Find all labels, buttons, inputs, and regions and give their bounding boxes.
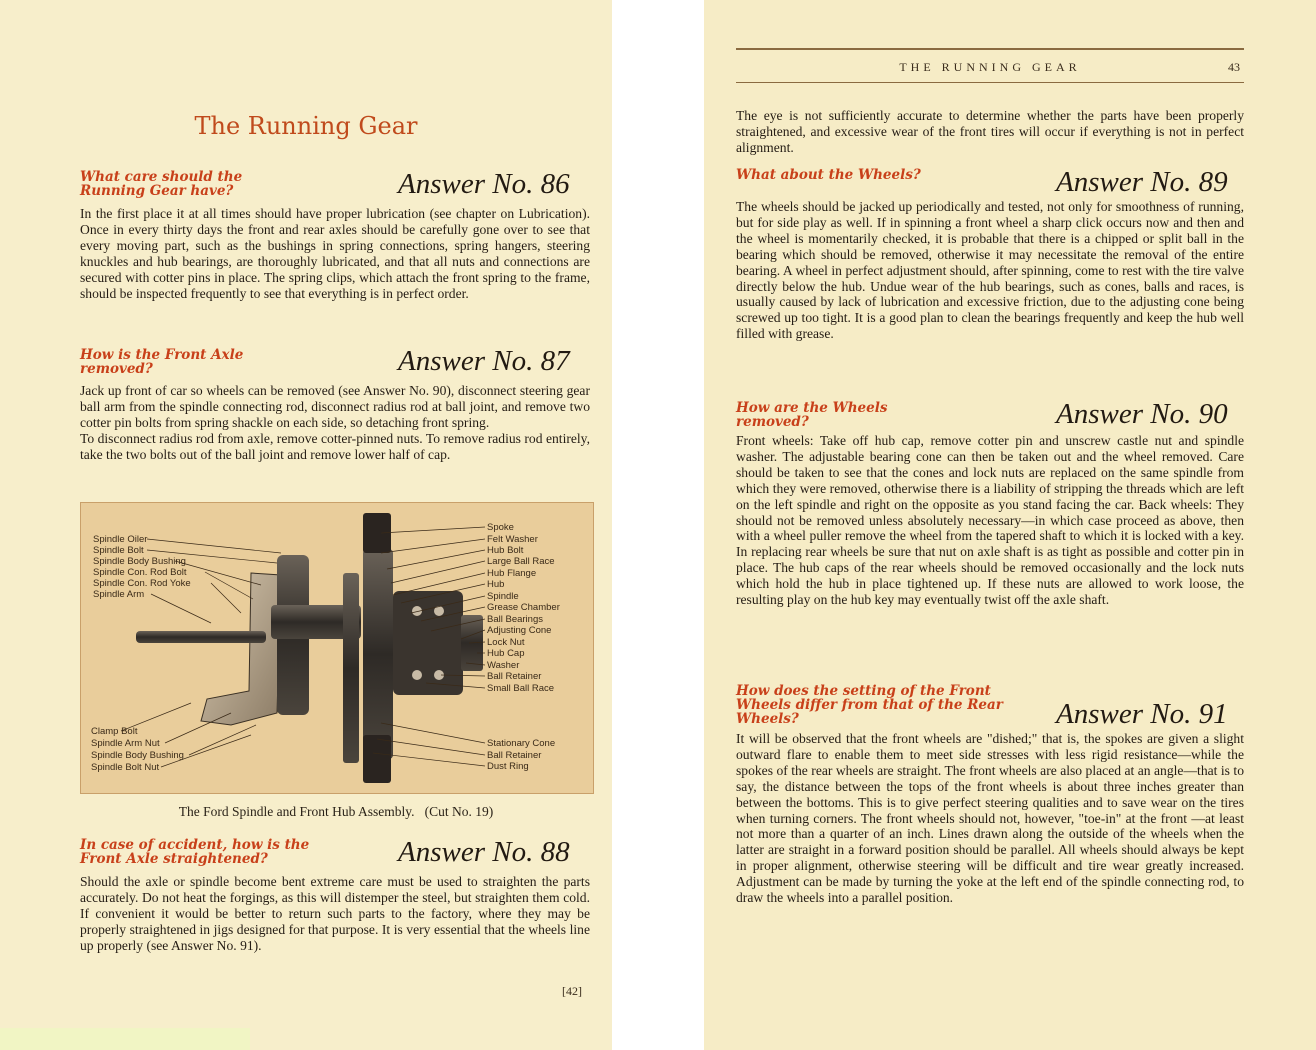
label-spindle: Spindle <box>487 591 519 602</box>
header-rule-top <box>736 48 1244 50</box>
label-large-ball-race: Large Ball Race <box>487 556 555 567</box>
label-dust-ring: Dust Ring <box>487 761 529 772</box>
answer-87-text <box>80 383 590 463</box>
question-88: In case of accident, how is the Front Axle straightened? <box>80 837 310 867</box>
spindle-hub-figure <box>80 502 594 794</box>
answer-89-text: The wheels should be jacked up periodically and tested, not only for smoothness of running, but for side play as well. If in spinning a front wheel a sharp click occurs now and then and the wheel is momentarily checked, it is probable that there is a chipped or split ball in the bearing which should be removed, otherwise it may necessitate the removal of the entire bearing. A wheel in perfect adjustment should, after spinning, come to rest with the tire valve directly below the hub. Undue wear of the hub bearings, such as cones, balls and races, is usually caused by lack of lubrication and excessive friction, due to the adjusting cone being screwed up too tight. It is a good plan to clean the bearings frequently and keep the hub well filled with grease. <box>736 199 1244 342</box>
answer-87-para-2: To disconnect radius rod from axle, remove cotter-pinned nuts. To remove radius rod entirely, take the two bolts out of the ball joint and remove lower half of cap. <box>80 430 590 462</box>
label-small-ball-race: Small Ball Race <box>487 683 555 694</box>
label-spindle-arm-nut: Spindle Arm Nut <box>91 738 160 749</box>
label-ball-retainer-2: Ball Retainer <box>487 750 542 761</box>
question-90: How are the Wheels removed? <box>736 400 888 430</box>
label-washer: Washer <box>487 660 520 671</box>
label-spindle-con-rod-bolt: Spindle Con. Rod Bolt <box>93 567 187 578</box>
answer-89-label: Answer No. 89 <box>1056 166 1228 198</box>
label-clamp-bolt: Clamp Bolt <box>91 726 138 737</box>
page-title: The Running Gear <box>194 112 418 140</box>
label-hub-flange: Hub Flange <box>487 568 537 579</box>
label-spindle-arm: Spindle Arm <box>93 589 145 600</box>
label-spindle-bolt-nut: Spindle Bolt Nut <box>91 762 160 773</box>
answer-90-label: Answer No. 90 <box>1056 398 1228 430</box>
label-ball-retainer: Ball Retainer <box>487 671 542 682</box>
label-adjusting-cone: Adjusting Cone <box>487 625 552 636</box>
label-hub-bolt: Hub Bolt <box>487 545 524 556</box>
figure-caption: The Ford Spindle and Front Hub Assembly. (Cut No. 19) <box>178 804 494 819</box>
label-grease-chamber: Grease Chamber <box>487 602 560 613</box>
label-hub-cap: Hub Cap <box>487 648 525 659</box>
label-hub: Hub <box>487 579 505 590</box>
answer-86-text: In the first place it at all times should have proper lubrication (see chapter on Lubrication). Once in every thirty days the front and rear axles should be carefully gone over to see that every moving part, such as the bushings in spring connections, spring hangers, steering knuckles and hub bearings, are thoroughly lubricated, and that all nuts and connections are secured with cotter pins in place. The spring clips, which attach the front spring to the frame, should be inspected frequently to see that everything is in perfect order. <box>80 206 590 301</box>
label-spindle-bolt: Spindle Bolt <box>93 545 144 556</box>
answer-91-text: It will be observed that the front wheels are "dished;" that is, the spokes are given a slight outward flare to enable them to meet side stresses with less rigid resistance—while the spokes of the rear wheels are straight. The front wheels are also placed at an angle—that is to say, the distance between the tops of the front wheels is about three inches greater than between the bottoms. This is to give perfect steering qualities and to save wear on the tires when turning corners. The front wheels should not, however, "toe-in" at the front —at least not more than a quarter of an inch. Lines drawn along the outside of the wheels when the latter are straight in a forward position should be parallel. All wheels should always be kept in proper alignment, otherwise steering will be difficult and tire wear greatly increased. Adjustment can be made by turning the yoke at the left end of the spindle connecting rod, to draw the wheels into a parallel position. <box>736 731 1244 906</box>
question-86: What care should the Running Gear have? <box>80 169 243 199</box>
label-spindle-body-bushing-2: Spindle Body Bushing <box>91 750 184 761</box>
answer-86-label: Answer No. 86 <box>398 168 570 200</box>
label-spindle-oiler: Spindle Oiler <box>93 534 148 545</box>
running-header: THE RUNNING GEAR <box>899 60 1081 74</box>
page-number-right: 43 <box>1228 60 1240 74</box>
answer-88-text: Should the axle or spindle become bent extreme care must be used to straighten the parts accurately. Do not heat the forgings, as this will distemper the steel, but straighten them cold. If convenient it would be better to return such parts to the factory, where they may be properly straightened in jigs designed for that purpose. It is very essential that the wheels line up properly (see Answer No. 91). <box>80 874 590 953</box>
page-number-left: [42] <box>562 984 582 998</box>
answer-87-para-1: Jack up front of car so wheels can be removed (see Answer No. 90), disconnect steering gear ball arm from the spindle connecting rod, disconnect radius rod at ball joint, and remove two cotter pin bolts from spring shackle on each side, so detaching front spring. <box>80 383 590 430</box>
question-87: How is the Front Axle removed? <box>80 347 244 377</box>
label-stationary-cone: Stationary Cone <box>487 738 556 749</box>
answer-90-text: Front wheels: Take off hub cap, remove cotter pin and unscrew castle nut and spindle washer. The adjustable bearing cone can then be taken out and the wheel removed. Care should be taken to see that the cones and lock nuts are replaced on the same spindle from which they were removed, otherwise there is a liability of stripping the threads which are left on the left spindle and right on the opposite as you stand facing the car. Back wheels: They should not be removed unless absolutely necessary—in which case proceed as above, then with a wheel puller remove the wheel from the tapered shaft to which it is locked with a key. In replacing rear wheels be sure that nut on axle shaft is as tight as possible and cotter pin in place. The hub caps of the rear wheels should be removed occasionally and the lock nuts which hold the hub in place tightened up. If these nuts are allowed to work loose, the resulting play on the hub key may eventually twist off the axle shaft. <box>736 433 1244 608</box>
answer-91-label: Answer No. 91 <box>1056 698 1228 730</box>
bottom-margin-strip <box>0 1028 250 1050</box>
question-91: How does the setting of the Front Wheels differ from that of the Rear Wheels? <box>736 683 1003 727</box>
label-felt-washer: Felt Washer <box>487 534 538 545</box>
label-spoke: Spoke <box>487 522 514 533</box>
label-ball-bearings: Ball Bearings <box>487 614 543 625</box>
book-gutter <box>612 0 704 1050</box>
label-spindle-con-rod-yoke: Spindle Con. Rod Yoke <box>93 578 191 589</box>
header-rule-bottom <box>736 82 1244 83</box>
answer-88-label: Answer No. 88 <box>398 836 570 868</box>
label-spindle-body-bushing: Spindle Body Bushing <box>93 556 186 567</box>
intro-paragraph: The eye is not sufficiently accurate to determine whether the parts have been properly straightened, and excessive wear of the front tires will occur if everything is not in perfect alignment. <box>736 108 1244 155</box>
label-lock-nut: Lock Nut <box>487 637 525 648</box>
question-89: What about the Wheels? <box>736 167 921 183</box>
answer-87-label: Answer No. 87 <box>398 345 570 377</box>
